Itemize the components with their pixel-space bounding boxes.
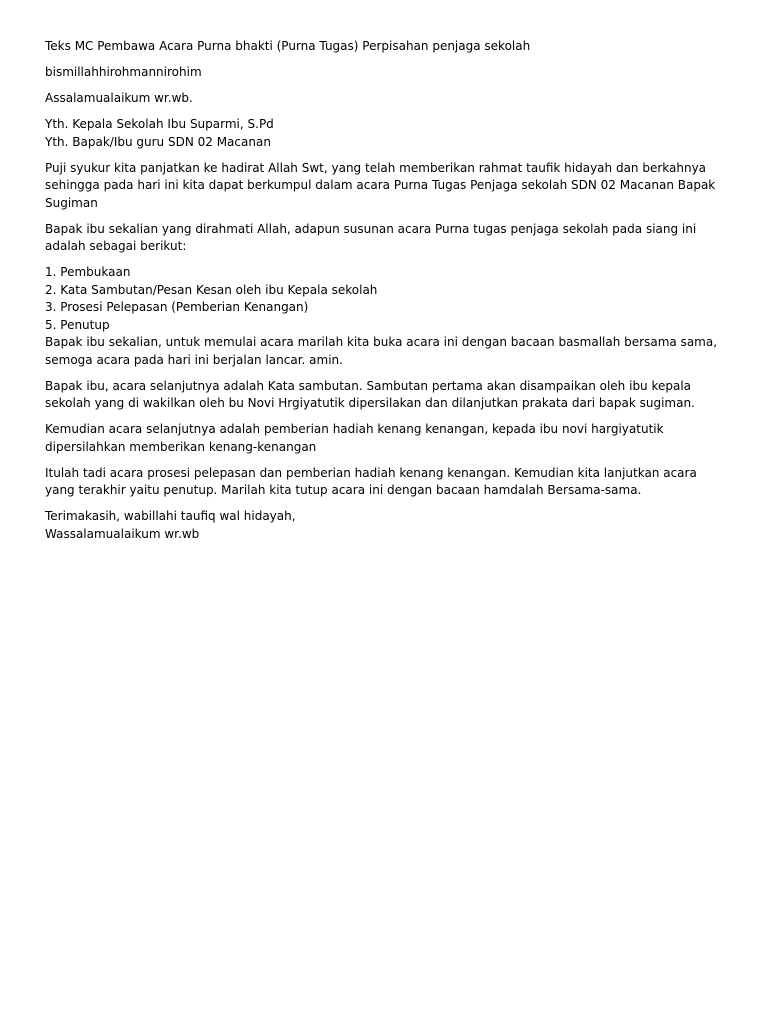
paragraph-kenangan: Kemudian acara selanjutnya adalah pemberian hadiah kenang kenangan, kepada ibu novi hargiyatutik dipersilahkan memberikan kenang-kenangan: [45, 422, 664, 454]
addressee-line: Yth. Kepala Sekolah Ibu Suparmi, S.Pd: [45, 117, 274, 131]
agenda-item: 5. Penutup: [45, 317, 110, 332]
agenda-item: 3. Prosesi Pelepasan (Pemberian Kenangan): [45, 300, 309, 314]
paragraph-penutup: Itulah tadi acara prosesi pelepasan dan pemberian hadiah kenang kenangan. Kemudian kita lanjutkan acara yang terakhir yaitu penutup. Marilah kita tutup acara ini dengan bacaan hamdalah Bersama-sama.: [45, 465, 697, 497]
closing-block: [45, 508, 728, 543]
basmalah-line: bismillahhirohmannirohim: [45, 65, 202, 79]
agenda-list: [45, 264, 728, 334]
closing-line: Wassalamualaikum wr.wb: [45, 526, 200, 541]
addressee-line: Yth. Bapak/Ibu guru SDN 02 Macanan: [45, 134, 271, 149]
salam-line: Assalamualaikum wr.wb.: [45, 91, 193, 105]
paragraph-sambutan: Bapak ibu, acara selanjutnya adalah Kata sambutan. Sambutan pertama akan disampaikan oleh ibu kepala sekolah yang di wakilkan oleh bu Novi Hrgiyatutik dipersilakan dan dilanjutkan prakata dari bapak sugiman.: [45, 378, 695, 410]
agenda-item: 1. Pembukaan: [45, 265, 131, 279]
closing-line: Terimakasih, wabillahi taufiq wal hidayah,: [45, 509, 296, 523]
addressee-block: [45, 116, 728, 151]
paragraph-susunan: Bapak ibu sekalian yang dirahmati Allah, adapun susunan acara Purna tugas penjaga sekolah pada siang ini adalah sebagai berikut:: [45, 221, 697, 253]
paragraph-syukur: Puji syukur kita panjatkan ke hadirat Allah Swt, yang telah memberikan rahmat taufik hidayah dan berkahnya sehingga pada hari ini kita dapat berkumpul dalam acara Purna Tugas Penjaga sekolah SDN 02 Macanan Bapak Sugiman: [45, 160, 716, 210]
document-title: Teks MC Pembawa Acara Purna bhakti (Purna Tugas) Perpisahan penjaga sekolah: [45, 39, 531, 53]
paragraph-pembukaan: Bapak ibu sekalian, untuk memulai acara marilah kita buka acara ini dengan bacaan basmallah bersama sama, semoga acara pada hari ini berjalan lancar. amin.: [45, 335, 718, 367]
agenda-item: 2. Kata Sambutan/Pesan Kesan oleh ibu Kepala sekolah: [45, 282, 378, 297]
